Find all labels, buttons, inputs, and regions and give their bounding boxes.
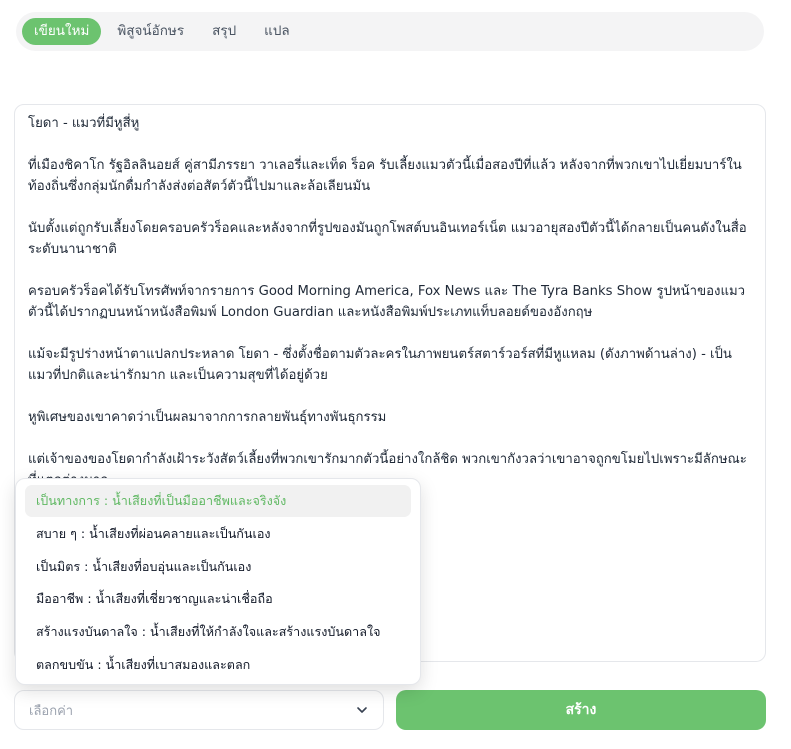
tone-option-casual[interactable]: สบาย ๆ : น้ำเสียงที่ผ่อนคลายและเป็นกันเอง xyxy=(36,525,271,541)
create-button[interactable]: สร้าง xyxy=(396,690,766,730)
chevron-down-icon xyxy=(355,703,369,717)
tab-translate[interactable]: แปล xyxy=(264,23,290,39)
tone-option-formal[interactable]: เป็นทางการ : น้ำเสียงที่เป็นมืออาชีพและจริงจัง xyxy=(25,485,411,517)
tone-option-humorous[interactable]: ตลกขบขัน : น้ำเสียงที่เบาสมองและตลก xyxy=(36,656,251,672)
tab-bar xyxy=(16,12,764,51)
tone-select[interactable] xyxy=(14,690,384,730)
tab-rewrite[interactable]: เขียนใหม่ xyxy=(22,18,101,45)
tab-proofread[interactable]: พิสูจน์อักษร xyxy=(117,23,185,39)
tone-option-friendly[interactable]: เป็นมิตร : น้ำเสียงที่อบอุ่นและเป็นกันเอง xyxy=(36,558,252,574)
tab-summarize[interactable]: สรุป xyxy=(212,23,237,39)
tone-option-professional[interactable]: มืออาชีพ : น้ำเสียงที่เชี่ยวชาญและน่าเชื่อถือ xyxy=(36,591,273,607)
tone-option-inspirational[interactable]: สร้างแรงบันดาลใจ : น้ำเสียงที่ให้กำลังใจและสร้างแรงบันดาลใจ xyxy=(36,624,381,640)
tone-select-placeholder: เลือกค่า xyxy=(29,703,74,719)
editor-content[interactable]: โยดา - แมวที่มีหูสี่หู ที่เมืองชิคาโก รัฐอิลลินอยส์ คู่สามีภรรยา วาเลอรี่และเท็ด ร็อค รับเลี้ยงแมวตัวนี้เมื่อสองปีที่แล้ว หลังจากที่พวกเขาไปเยี่ยมบาร์ในท้องถิ่นซึ่งกลุ่มนักดื่มกำลังส่งต่อสัตว์ตัวนี้ไปมาและล้อเลียนมัน นับตั้งแต่ถูกรับเลี้ยงโดยครอบครัวร็อคและหลังจากที่รูปของมันถูกโพสต์บนอินเทอร์เน็ต แมวอายุสองปีตัวนี้ได้กลายเป็นคนดังในสื่อระดับนานาชาติ ครอบครัวร็อคได้รับโทรศัพท์จากรายการ Good Morning America, Fox News และ The Tyra Banks Show รูปหน้าของแมวตัวนี้ได้ปรากฏบนหน้าหนังสือพิมพ์ London Guardian และหนังสือพิมพ์ประเภทแท็บลอยด์ของอังกฤษ แม้จะมีรูปร่างหน้าตาแปลกประหลาด โยดา - ซึ่งตั้งชื่อตามตัวละครในภาพยนตร์สตาร์วอร์สที่มีหูแหลม (ดังภาพด้านล่าง) - เป็นแมวที่ปกติและน่ารักมาก และเป็นความสุขที่ได้อยู่ด้วย หูพิเศษของเขาคาดว่าเป็นผลมาจากการกลายพันธุ์ทางพันธุกรรม แต่เจ้าของของโยดากำลังเฝ้าระวังสัตว์เลี้ยงที่พวกเขารักมากตัวนี้อย่างใกล้ชิด พวกเขากังวลว่าเขาอาจถูกขโมยไปเพราะมีลักษณะ xyxy=(28,116,747,467)
tone-dropdown-menu xyxy=(15,478,421,685)
